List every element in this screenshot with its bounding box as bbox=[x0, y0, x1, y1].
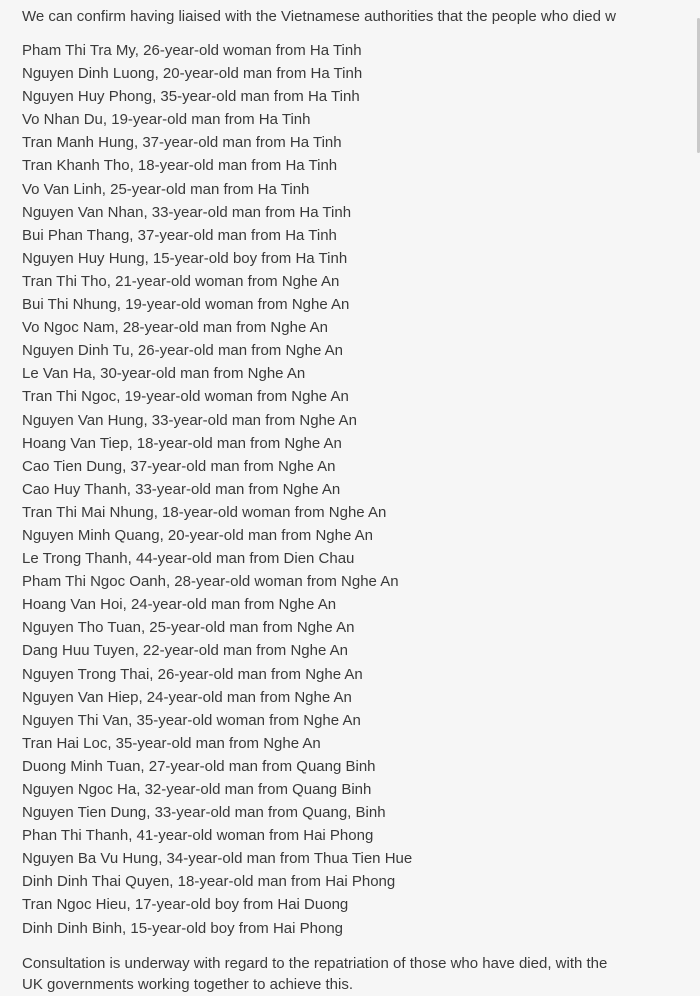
list-item: Nguyen Tien Dung, 33-year-old man from Quang, Binh bbox=[22, 804, 386, 822]
list-item: Hoang Van Hoi, 24-year-old man from Nghe An bbox=[22, 596, 337, 614]
victim-list bbox=[22, 39, 412, 940]
list-item: Tran Thi Tho, 21-year-old woman from Nghe An bbox=[22, 272, 340, 290]
list-item: Tran Hai Loc, 35-year-old man from Nghe An bbox=[22, 734, 321, 752]
list-item: Phan Thi Thanh, 41-year-old woman from Hai Phong bbox=[22, 827, 374, 845]
list-item: Nguyen Thi Van, 35-year-old woman from Nghe An bbox=[22, 711, 361, 729]
list-item: Nguyen Huy Phong, 35-year-old man from Ha Tinh bbox=[22, 88, 360, 106]
intro-paragraph: We can confirm having liaised with the Vietnamese authorities that the people who died w bbox=[22, 8, 616, 25]
closing-paragraph bbox=[22, 953, 700, 995]
list-item: Tran Thi Mai Nhung, 18-year-old woman from Nghe An bbox=[22, 503, 387, 521]
list-item: Vo Nhan Du, 19-year-old man from Ha Tinh bbox=[22, 111, 311, 129]
list-item: Le Trong Thanh, 44-year-old man from Dien Chau bbox=[22, 550, 355, 568]
list-item: Nguyen Dinh Tu, 26-year-old man from Nghe An bbox=[22, 342, 343, 360]
list-item: Nguyen Tho Tuan, 25-year-old man from Nghe An bbox=[22, 619, 355, 637]
list-item: Tran Khanh Tho, 18-year-old man from Ha Tinh bbox=[22, 157, 338, 175]
list-item: Tran Thi Ngoc, 19-year-old woman from Nghe An bbox=[22, 388, 349, 406]
list-item: Pham Thi Ngoc Oanh, 28-year-old woman from Nghe An bbox=[22, 573, 399, 591]
list-item: Nguyen Van Hung, 33-year-old man from Nghe An bbox=[22, 411, 357, 429]
list-item: Le Van Ha, 30-year-old man from Nghe An bbox=[22, 365, 306, 383]
list-item: Bui Thi Nhung, 19-year-old woman from Nghe An bbox=[22, 296, 350, 314]
list-item: Nguyen Van Nhan, 33-year-old man from Ha Tinh bbox=[22, 203, 352, 221]
list-item: Tran Manh Hung, 37-year-old man from Ha Tinh bbox=[22, 134, 342, 152]
closing-line-2: UK governments working together to achieve this. bbox=[22, 976, 354, 993]
list-item: Dinh Dinh Binh, 15-year-old boy from Hai Phong bbox=[22, 919, 343, 937]
list-item: Nguyen Trong Thai, 26-year-old man from Nghe An bbox=[22, 665, 363, 683]
list-item: Nguyen Huy Hung, 15-year-old boy from Ha Tinh bbox=[22, 249, 348, 267]
list-item: Tran Ngoc Hieu, 17-year-old boy from Hai Duong bbox=[22, 896, 349, 914]
list-item: Vo Van Linh, 25-year-old man from Ha Tinh bbox=[22, 180, 310, 198]
list-item: Cao Tien Dung, 37-year-old man from Nghe An bbox=[22, 457, 336, 475]
list-item: Nguyen Ngoc Ha, 32-year-old man from Quang Binh bbox=[22, 781, 372, 798]
list-item: Nguyen Ba Vu Hung, 34-year-old man from Thua Tien Hue bbox=[22, 850, 413, 868]
list-item: Pham Thi Tra My, 26-year-old woman from Ha Tinh bbox=[22, 42, 362, 59]
list-item: Nguyen Minh Quang, 20-year-old man from Nghe An bbox=[22, 526, 374, 544]
list-item: Dang Huu Tuyen, 22-year-old man from Nghe An bbox=[22, 642, 349, 660]
list-item: Dinh Dinh Thai Quyen, 18-year-old man from Hai Phong bbox=[22, 873, 396, 891]
list-item: Nguyen Van Hiep, 24-year-old man from Nghe An bbox=[22, 688, 352, 706]
list-item: Nguyen Dinh Luong, 20-year-old man from Ha Tinh bbox=[22, 65, 363, 83]
list-item: Cao Huy Thanh, 33-year-old man from Nghe An bbox=[22, 480, 341, 498]
list-item: Duong Minh Tuan, 27-year-old man from Quang Binh bbox=[22, 757, 376, 775]
list-item: Vo Ngoc Nam, 28-year-old man from Nghe An bbox=[22, 319, 328, 337]
list-item: Bui Phan Thang, 37-year-old man from Ha Tinh bbox=[22, 226, 337, 244]
list-item: Hoang Van Tiep, 18-year-old man from Nghe An bbox=[22, 434, 342, 452]
closing-line-1: Consultation is underway with regard to the repatriation of those who have died, with the bbox=[22, 955, 608, 972]
